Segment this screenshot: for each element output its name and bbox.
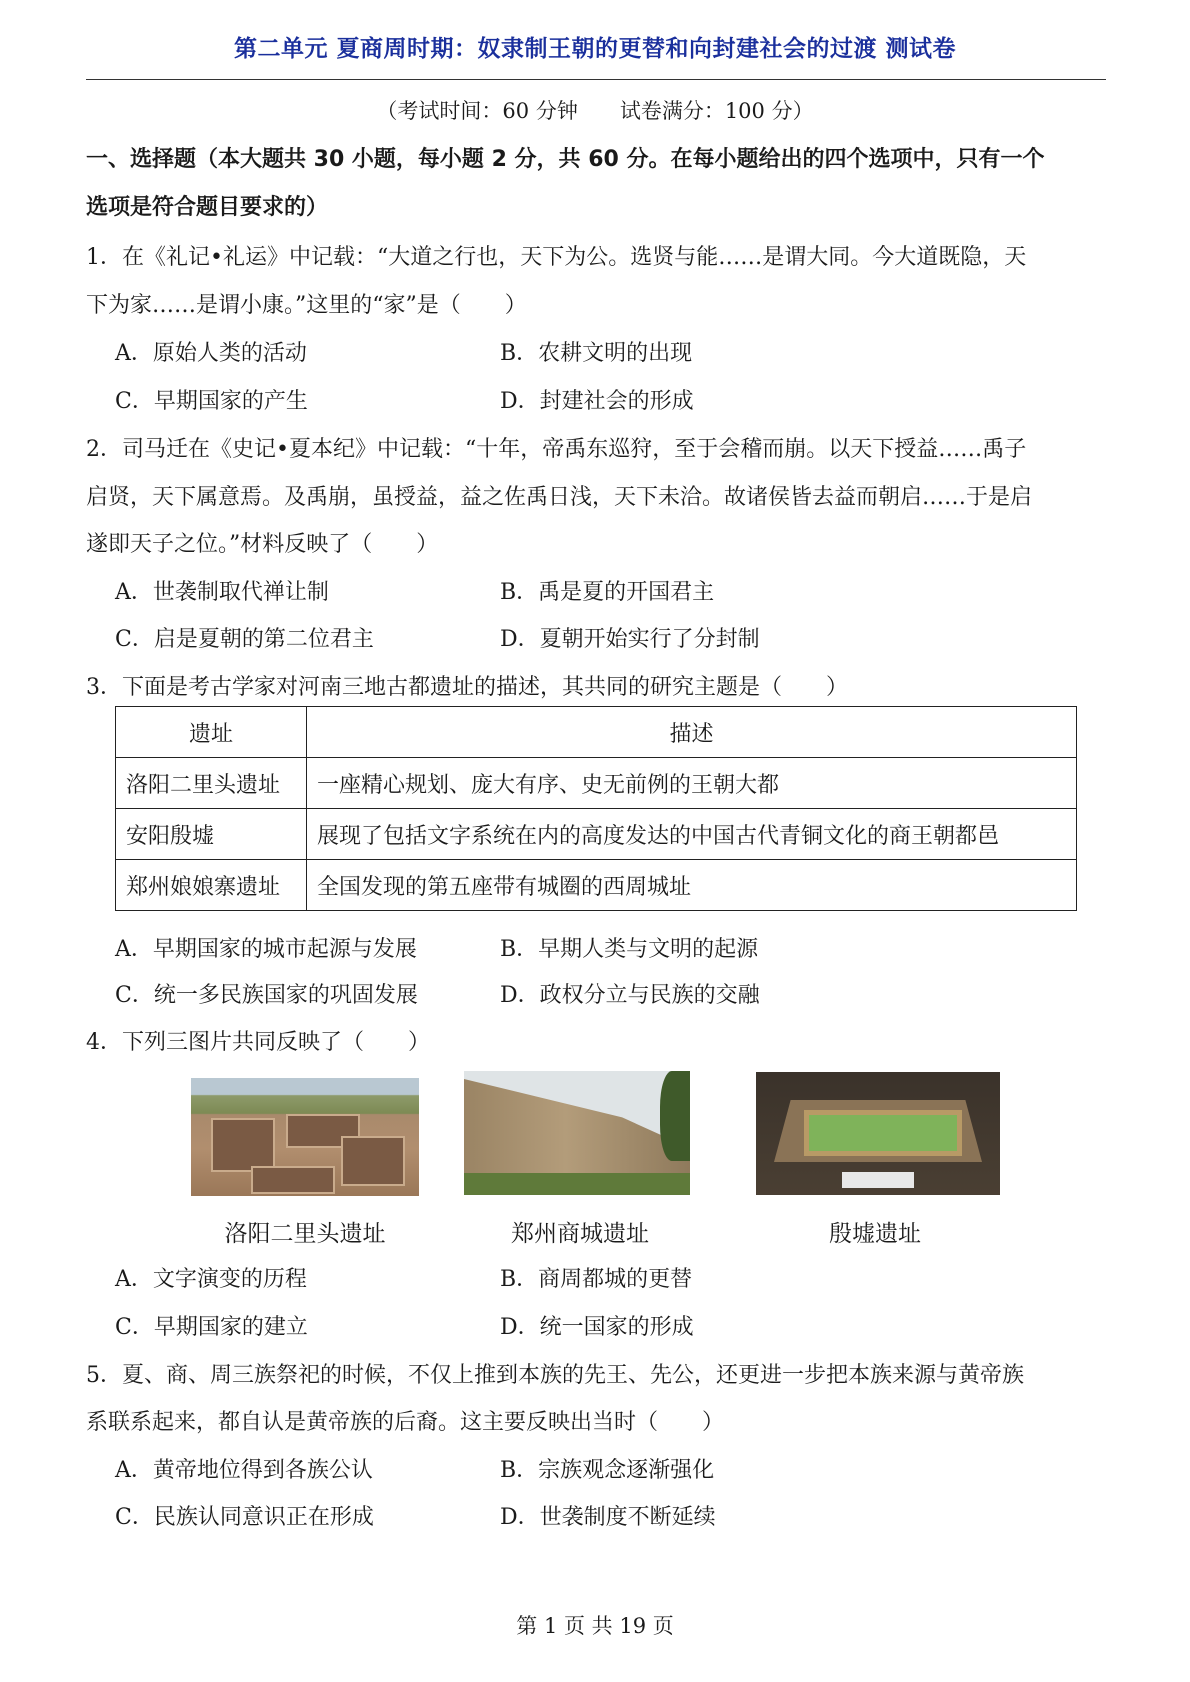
- table-header-site: 遗址: [116, 707, 307, 758]
- table-cell-description: 全国发现的第五座带有城圈的西周城址: [307, 860, 1077, 911]
- q2-stem-line1: 2．司马迁在《史记•夏本纪》中记载：“十年，帝禹东巡狩，至于会稽而崩。以天下授益……禹子: [86, 437, 1027, 462]
- table-header-description: 描述: [307, 707, 1077, 758]
- table-row: [116, 758, 1077, 809]
- caption-erlitou: 洛阳二里头遗址: [224, 1221, 386, 1247]
- q3-stem: 3．下面是考古学家对河南三地古都遗址的描述，其共同的研究主题是（ ）: [86, 675, 848, 700]
- q2-option-c: C．启是夏朝的第二位君主: [115, 627, 374, 652]
- page-number: 第 1 页 共 19 页: [516, 1614, 674, 1638]
- yinxu-model-photo: [756, 1072, 1000, 1195]
- table-cell-site: 洛阳二里头遗址: [116, 758, 307, 809]
- q4-option-d: D．统一国家的形成: [500, 1315, 694, 1340]
- table-cell-description: 展现了包括文字系统在内的高度发达的中国古代青铜文化的商王朝都邑: [307, 809, 1077, 860]
- q1-option-a: A．原始人类的活动: [115, 341, 307, 366]
- q1-option-b: B．农耕文明的出现: [500, 341, 693, 366]
- q3-option-d: D．政权分立与民族的交融: [500, 983, 760, 1008]
- q1-stem-line2: 下为家……是谓小康。”这里的“家”是（ ）: [86, 293, 527, 318]
- q3-option-c: C．统一多民族国家的巩固发展: [115, 983, 418, 1008]
- q4-stem: 4．下列三图片共同反映了（ ）: [86, 1030, 430, 1055]
- q2-option-b: B．禹是夏的开国君主: [500, 580, 715, 605]
- table-cell-description: 一座精心规划、庞大有序、史无前例的王朝大都: [307, 758, 1077, 809]
- q3-option-a: A．早期国家的城市起源与发展: [115, 937, 417, 962]
- table-row: [116, 860, 1077, 911]
- q1-option-c: C．早期国家的产生: [115, 389, 308, 414]
- table-cell-site: 郑州娘娘寨遗址: [116, 860, 307, 911]
- q5-stem-line2: 系联系起来，都自认是黄帝族的后裔。这主要反映出当时（ ）: [86, 1410, 725, 1435]
- caption-zhengzhou: 郑州商城遗址: [511, 1221, 649, 1247]
- q5-option-d: D．世袭制度不断延续: [500, 1505, 716, 1530]
- q5-option-a: A．黄帝地位得到各族公认: [115, 1458, 373, 1483]
- q5-stem-line1: 5．夏、商、周三族祭祀的时候，不仅上推到本族的先王、先公，还更进一步把本族来源与黄帝族: [86, 1363, 1025, 1388]
- page-title: 第二单元 夏商周时期：奴隶制王朝的更替和向封建社会的过渡 测试卷: [233, 36, 956, 62]
- sites-table: [115, 706, 1077, 911]
- erlitou-site-photo: [191, 1078, 419, 1196]
- title-divider: [86, 79, 1106, 80]
- q5-option-c: C．民族认同意识正在形成: [115, 1505, 374, 1530]
- q2-stem-line2: 启贤，天下属意焉。及禹崩，虽授益，益之佐禹日浅，天下未洽。故诸侯皆去益而朝启……于是启: [86, 485, 1033, 510]
- q1-option-d: D．封建社会的形成: [500, 389, 694, 414]
- q2-option-d: D．夏朝开始实行了分封制: [500, 627, 760, 652]
- q2-option-a: A．世袭制取代禅让制: [115, 580, 329, 605]
- caption-yinxu: 殷墟遗址: [829, 1221, 921, 1247]
- q4-option-b: B．商周都城的更替: [500, 1267, 693, 1292]
- q5-option-b: B．宗族观念逐渐强化: [500, 1458, 715, 1483]
- q1-stem-line1: 1．在《礼记•礼运》中记载：“大道之行也，天下为公。选贤与能……是谓大同。今大道既隐，天: [86, 245, 1027, 270]
- zhengzhou-city-wall-photo: [464, 1071, 690, 1195]
- q4-option-c: C．早期国家的建立: [115, 1315, 308, 1340]
- section-heading-line1: 一、选择题（本大题共 30 小题，每小题 2 分，共 60 分。在每小题给出的四个选项中，只有一个: [86, 147, 1045, 172]
- table-cell-site: 安阳殷墟: [116, 809, 307, 860]
- exam-info: （考试时间：60 分钟 试卷满分：100 分）: [376, 99, 814, 123]
- q4-option-a: A．文字演变的历程: [115, 1267, 307, 1292]
- table-header-row: [116, 707, 1077, 758]
- section-heading-line2: 选项是符合题目要求的）: [86, 195, 329, 220]
- q3-option-b: B．早期人类与文明的起源: [500, 937, 759, 962]
- table-row: [116, 809, 1077, 860]
- q2-stem-line3: 遂即天子之位。”材料反映了（ ）: [86, 532, 439, 557]
